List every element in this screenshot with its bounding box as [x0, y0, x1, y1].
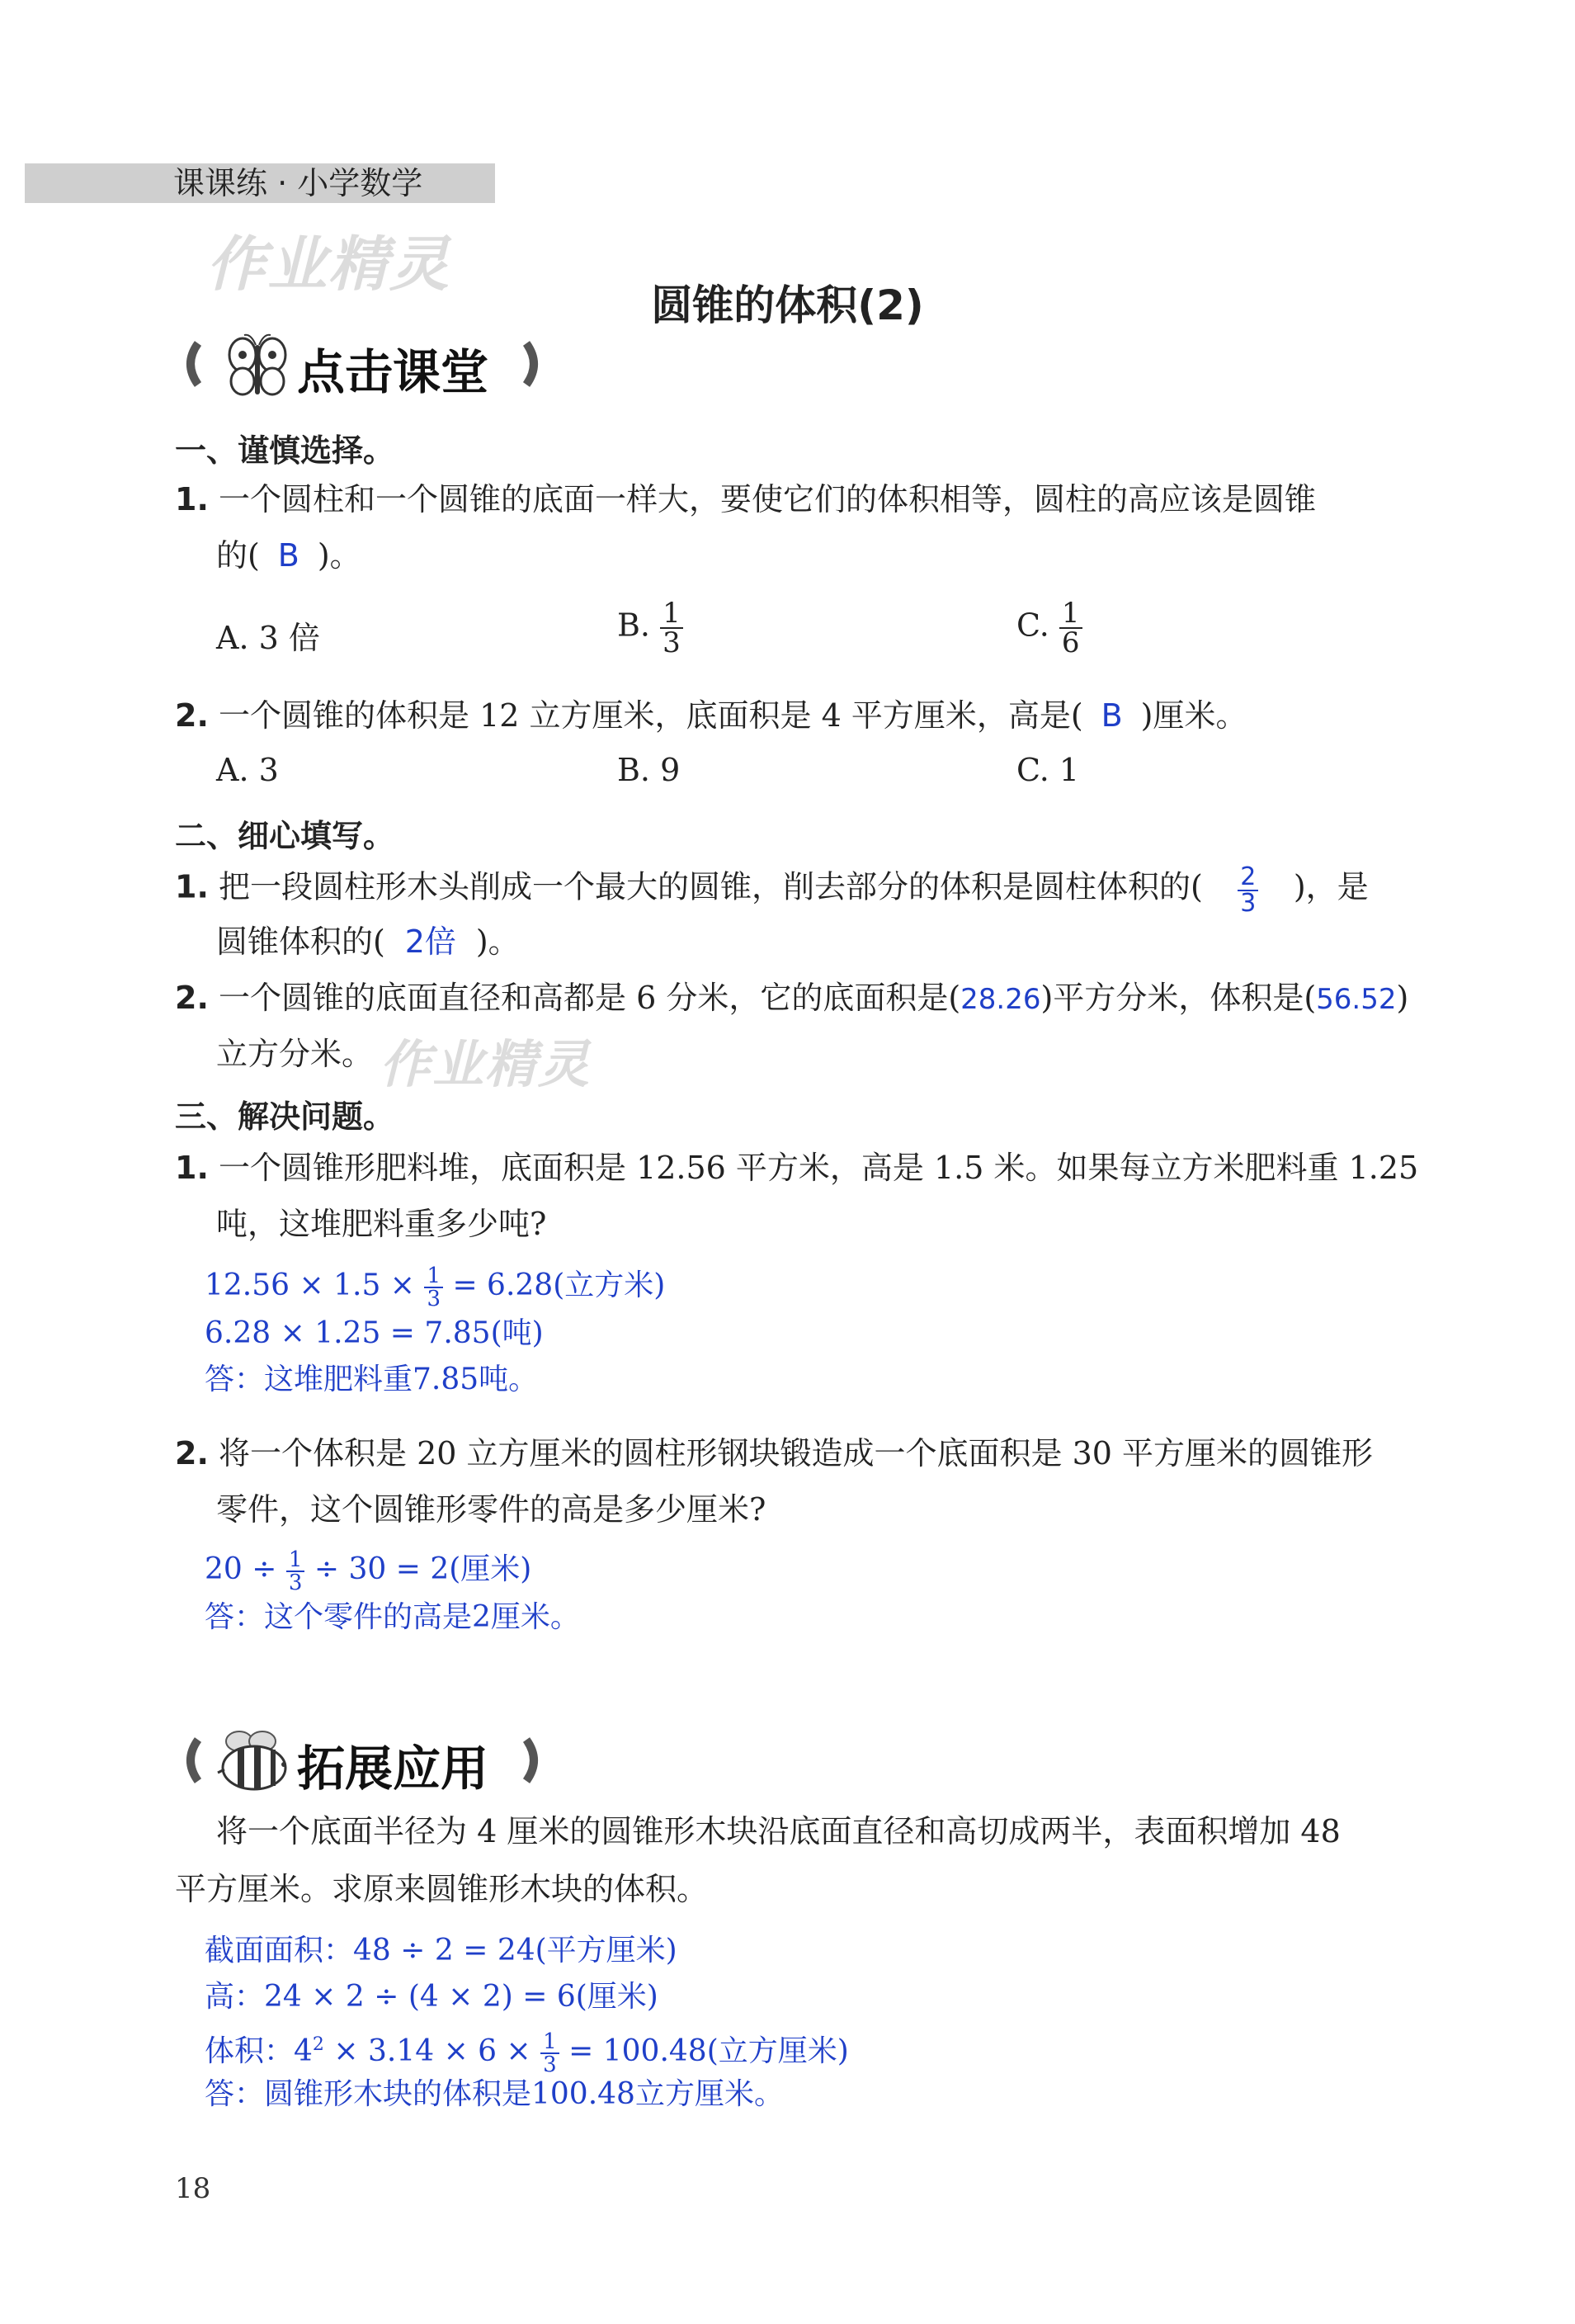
question-2-1-line2 [216, 921, 520, 962]
page-number: 18 [175, 2172, 211, 2205]
fraction [424, 1265, 443, 1310]
banner-extension [175, 1725, 546, 1796]
banner-title: 点击课堂 [297, 344, 489, 400]
solution-line: 6.28 × 1.25 = 7.85(吨) [205, 1316, 544, 1350]
watermark: 作业精灵 [206, 229, 451, 299]
question-number: 1. [175, 1150, 209, 1186]
question-3-1-line2: 吨，这堆肥料重多少吨? [216, 1206, 547, 1242]
question-text: 一个圆锥形肥料堆，底面积是 12.56 平方米，高是 1.5 米。如果每立方米肥料重 1.25 [218, 1150, 1419, 1186]
option-c [1016, 599, 1082, 657]
question-text: )。 [475, 923, 520, 960]
option-label: B. [617, 607, 651, 644]
answer-blank: B [277, 537, 299, 574]
numerator: 1 [424, 1265, 443, 1288]
question-text: ) [1396, 980, 1409, 1016]
watermark: 作业精灵 [380, 1034, 592, 1094]
question-2-1 [175, 862, 1478, 918]
option-a: A. 3 [216, 752, 279, 788]
question-number: 2. [175, 1435, 209, 1471]
solution-text: = 100.48(立方厘米) [568, 2034, 849, 2068]
option-a: A. 3 倍 [216, 620, 320, 656]
numerator: 1 [1059, 599, 1082, 629]
question-1-1 [175, 479, 1445, 520]
question-3-2 [175, 1433, 1495, 1474]
solution-line [205, 1547, 531, 1594]
exponent: 2 [312, 2034, 324, 2055]
banner-title: 拓展应用 [297, 1741, 489, 1797]
denominator: 3 [543, 2052, 557, 2077]
extension-text: 将一个底面半径为 4 厘米的圆锥形木块沿底面直径和高切成两半，表面积增加 48 [216, 1813, 1341, 1849]
option-b: B. 9 [617, 752, 681, 788]
fraction [286, 1549, 305, 1594]
solution-line [205, 2022, 849, 2076]
option-b [617, 599, 683, 657]
solution-line [205, 1263, 665, 1310]
solution-line: 截面面积：48 ÷ 2 = 24(平方厘米) [205, 1934, 677, 1967]
question-text: 将一个体积是 20 立方厘米的圆柱形钢块锻造成一个底面积是 30 平方厘米的圆锥形 [218, 1435, 1374, 1471]
solution-text: = 6.28(立方米) [452, 1268, 666, 1302]
option-c: C. 1 [1016, 752, 1080, 788]
answer-line: 答：这个零件的高是2厘米。 [205, 1600, 580, 1634]
denominator: 6 [1061, 626, 1080, 659]
option-label: C. [1016, 607, 1049, 644]
section-heading-fill: 二、细心填写。 [175, 818, 395, 854]
question-text: )，是 [1293, 868, 1369, 905]
fraction [660, 599, 683, 657]
numerator: 1 [540, 2031, 559, 2054]
banner-click-classroom [175, 328, 546, 399]
solution-text: ÷ 30 = 2(厘米) [314, 1552, 532, 1586]
question-1-2 [175, 695, 1462, 736]
question-text: )厘米。 [1140, 697, 1247, 734]
answer-blank: B [1101, 697, 1123, 734]
fraction [540, 2031, 559, 2076]
denominator: 3 [427, 1287, 441, 1311]
solution-text: 20 ÷ [205, 1552, 277, 1586]
fraction [1059, 599, 1082, 657]
solution-line: 高：24 × 2 ÷ (4 × 2) = 6(厘米) [205, 1980, 658, 2014]
denominator: 3 [288, 1571, 303, 1595]
question-text: 把一段圆柱形木头削成一个最大的圆锥，削去部分的体积是圆柱体积的( [218, 868, 1203, 905]
denominator: 3 [663, 626, 681, 659]
section-heading-choice: 一、谨慎选择。 [175, 432, 395, 469]
question-2-2 [175, 977, 1495, 1020]
question-text: 一个圆柱和一个圆锥的底面一样大，要使它们的体积相等，圆柱的高应该是圆锥 [218, 481, 1316, 517]
answer-line: 答：这堆肥料重7.85吨。 [205, 1363, 539, 1396]
answer-line: 答：圆锥形木块的体积是100.48立方厘米。 [205, 2077, 784, 2111]
question-1-1-line2 [216, 535, 361, 576]
page-title: 圆锥的体积(2) [651, 281, 924, 329]
numerator: 1 [660, 599, 683, 629]
solution-text: 体积：4 [205, 2034, 313, 2068]
denominator: 3 [1240, 889, 1257, 918]
answer-blank: 56.52 [1316, 983, 1397, 1016]
question-number: 1. [175, 868, 209, 905]
solution-text: × 3.14 × 6 × [333, 2034, 531, 2068]
question-text: )平方分米，体积是( [1040, 980, 1317, 1016]
question-3-2-line2: 零件，这个圆锥形零件的高是多少厘米? [216, 1491, 766, 1528]
question-2-2-line2: 立方分米。 [216, 1036, 374, 1072]
bee-icon [218, 1731, 286, 1789]
question-text: 圆锥体积的( [216, 923, 385, 960]
question-text: 的( [216, 537, 260, 574]
answer-blank [1203, 862, 1294, 918]
numerator: 2 [1238, 865, 1258, 891]
answer-blank: 2倍 [404, 923, 456, 960]
question-text: 一个圆锥的底面直径和高都是 6 分米，它的底面积是( [218, 980, 961, 1016]
question-text: 一个圆锥的体积是 12 立方厘米，底面积是 4 平方厘米，高是( [218, 697, 1083, 734]
question-text: )。 [317, 537, 361, 574]
question-number: 1. [175, 481, 209, 517]
question-number: 2. [175, 980, 209, 1016]
extension-text-line2: 平方厘米。求原来圆锥形木块的体积。 [175, 1871, 709, 1907]
numerator: 1 [286, 1549, 305, 1572]
answer-blank: 28.26 [960, 983, 1041, 1016]
series-title: 课课练 · 小学数学 [173, 165, 423, 201]
fraction [1238, 862, 1258, 918]
butterfly-icon [229, 335, 285, 394]
series-header [25, 163, 495, 203]
section-heading-solve: 三、解决问题。 [175, 1098, 395, 1135]
solution-text: 12.56 × 1.5 × [205, 1268, 415, 1302]
question-number: 2. [175, 697, 209, 734]
question-3-1 [175, 1147, 1495, 1188]
